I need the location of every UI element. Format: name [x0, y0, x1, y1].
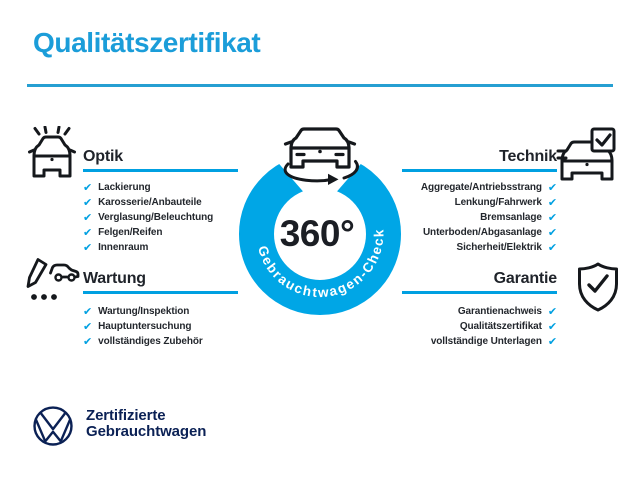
check-icon: ✔: [547, 226, 557, 240]
checklist-garantie: [402, 305, 557, 350]
section-divider: [83, 291, 238, 294]
check-icon: ✔: [547, 181, 557, 195]
checklist-item-label: Garantienachweis: [457, 306, 542, 318]
check-icon: ✔: [83, 305, 93, 319]
shield-check-icon: [575, 261, 621, 315]
brand-line-1: Zertifizierte: [86, 407, 166, 424]
checklist-item-label: vollständiges Zubehör: [98, 336, 203, 348]
check-icon: ✔: [83, 241, 93, 254]
checklist-item: [402, 305, 557, 320]
section-divider: [402, 169, 557, 172]
checklist-item: [83, 240, 238, 255]
section-title: Optik: [83, 148, 123, 165]
checklist-item: [83, 181, 238, 196]
checklist-item: [402, 240, 557, 255]
checklist-item-label: Lenkung/Fahrwerk: [454, 197, 542, 209]
checklist-item: [83, 195, 238, 210]
section-title: Technik: [499, 148, 557, 165]
check-icon: ✔: [83, 320, 93, 334]
degree-label: 360°: [279, 213, 355, 254]
checklist-item-label: Sicherheit/Elektrik: [456, 242, 542, 253]
car-front-lights-icon: [25, 126, 79, 186]
checklist-item-label: Aggregate/Antriebsstrang: [420, 182, 542, 194]
checklist-item-label: Wartung/Inspektion: [98, 306, 190, 318]
check-icon: ✔: [83, 335, 93, 349]
checklist-item-label: Bremsanlage: [480, 212, 542, 224]
vw-logo-icon: [32, 405, 74, 447]
checklist-item-label: Karosserie/Anbauteile: [98, 197, 202, 209]
section-divider: [83, 169, 238, 172]
section-optik: [83, 147, 238, 255]
checklist-item: [402, 225, 557, 240]
check-icon: ✔: [83, 196, 93, 210]
checklist-item-label: Unterboden/Abgasanlage: [422, 227, 542, 239]
check-icon: ✔: [547, 320, 557, 334]
checklist-item: [83, 334, 238, 349]
checklist-item-label: Felgen/Reifen: [98, 227, 163, 239]
checklist-item: [402, 181, 557, 196]
checklist-item: [402, 195, 557, 210]
checklist-item: [402, 319, 557, 334]
section-title: Wartung: [83, 270, 146, 287]
section-technik: [402, 147, 557, 255]
brand-line-2: Gebrauchtwagen: [86, 423, 207, 440]
checklist-item-label: Qualitätszertifikat: [459, 321, 542, 333]
checklist-item: [402, 210, 557, 225]
check-icon: ✔: [83, 226, 93, 240]
title-divider: [27, 84, 613, 87]
section-wartung: [83, 269, 238, 349]
brand-text: [86, 408, 206, 440]
checklist-item: [83, 210, 238, 225]
360-check-graphic: [235, 125, 405, 320]
checklist-item-label: vollständige Unterlagen: [430, 336, 542, 348]
page-title: Qualitätszertifikat: [33, 27, 261, 58]
checklist-item: [83, 305, 238, 320]
checklist-wartung: [83, 305, 238, 350]
section-title: Garantie: [493, 270, 557, 287]
check-icon: ✔: [83, 181, 93, 195]
checklist-item: [402, 334, 557, 349]
ring-label: Gebrauchtwagen-Check: [254, 227, 387, 301]
check-icon: ✔: [547, 211, 557, 225]
check-icon: ✔: [547, 196, 557, 210]
checklist-technik: [402, 181, 557, 255]
check-icon: ✔: [83, 211, 93, 225]
check-icon: ✔: [547, 335, 557, 349]
checklist-item: [83, 225, 238, 240]
checklist-item-label: Lackierung: [98, 182, 151, 194]
checklist-item-label: Innenraum: [98, 242, 149, 253]
checklist-item: [83, 319, 238, 334]
service-pen-car-icon: [22, 256, 80, 314]
car-checkbox-icon: [556, 127, 618, 185]
check-icon: ✔: [547, 305, 557, 319]
check-icon: ✔: [547, 241, 557, 254]
checklist-item-label: Hauptuntersuchung: [98, 321, 192, 333]
section-garantie: [402, 269, 557, 349]
checklist-item-label: Verglasung/Beleuchtung: [98, 212, 214, 224]
checklist-optik: [83, 181, 238, 255]
section-divider: [402, 291, 557, 294]
